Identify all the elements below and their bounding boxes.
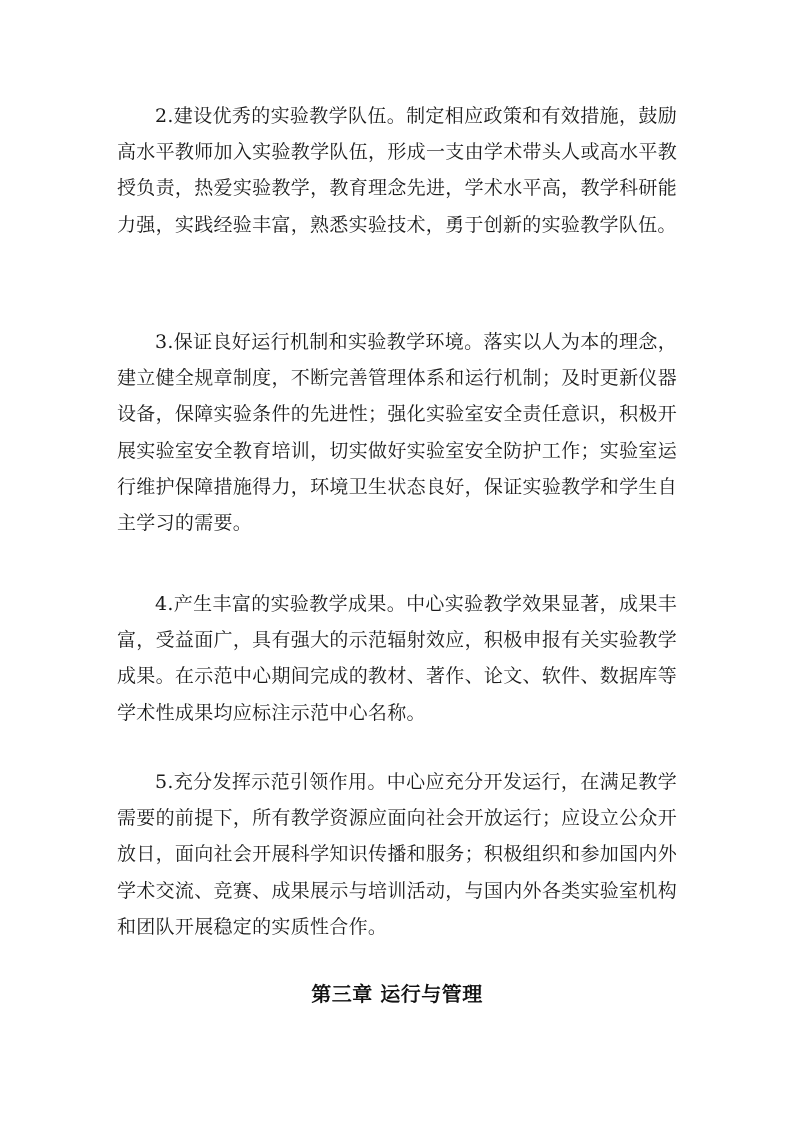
paragraph-item-4: 4.产生丰富的实验教学成果。中心实验教学效果显著，成果丰富，受益面广，具有强大的示范辐射效应，积极申报有关实验教学成果。在示范中心期间完成的教材、著作、论文、软件、数据库等学术性成果均应标注示范中心名称。: [117, 593, 677, 724]
chapter-heading: 第三章 运行与管理: [311, 982, 483, 1006]
paragraph-item-5: 5.充分发挥示范引领作用。中心应充分开发运行，在满足教学需要的前提下，所有教学资源应面向社会开放运行；应设立公众开放日，面向社会开展科学知识传播和服务；积极组织和参加国内外学术交流、竞赛、成果展示与培训活动，与国内外各类实验室机构和团队开展稳定的实质性合作。: [117, 771, 677, 938]
paragraph-item-2: 2.建设优秀的实验教学队伍。制定相应政策和有效措施，鼓励高水平教师加入实验教学队伍，形成一支由学术带头人或高水平教授负责，热爱实验教学，教育理念先进，学术水平高，教学科研能力强，实践经验丰富，熟悉实验技术，勇于创新的实验教学队伍。: [117, 105, 677, 236]
paragraph-item-3: 3.保证良好运行机制和实验教学环境。落实以人为本的理念，建立健全规章制度，不断完善管理体系和运行机制；及时更新仪器设备，保障实验条件的先进性；强化实验室安全责任意识，积极开展实验室安全教育培训，切实做好实验室安全防护工作；实验室运行维护保障措施得力，环境卫生状态良好，保证实验教学和学生自主学习的需要。: [117, 331, 677, 535]
